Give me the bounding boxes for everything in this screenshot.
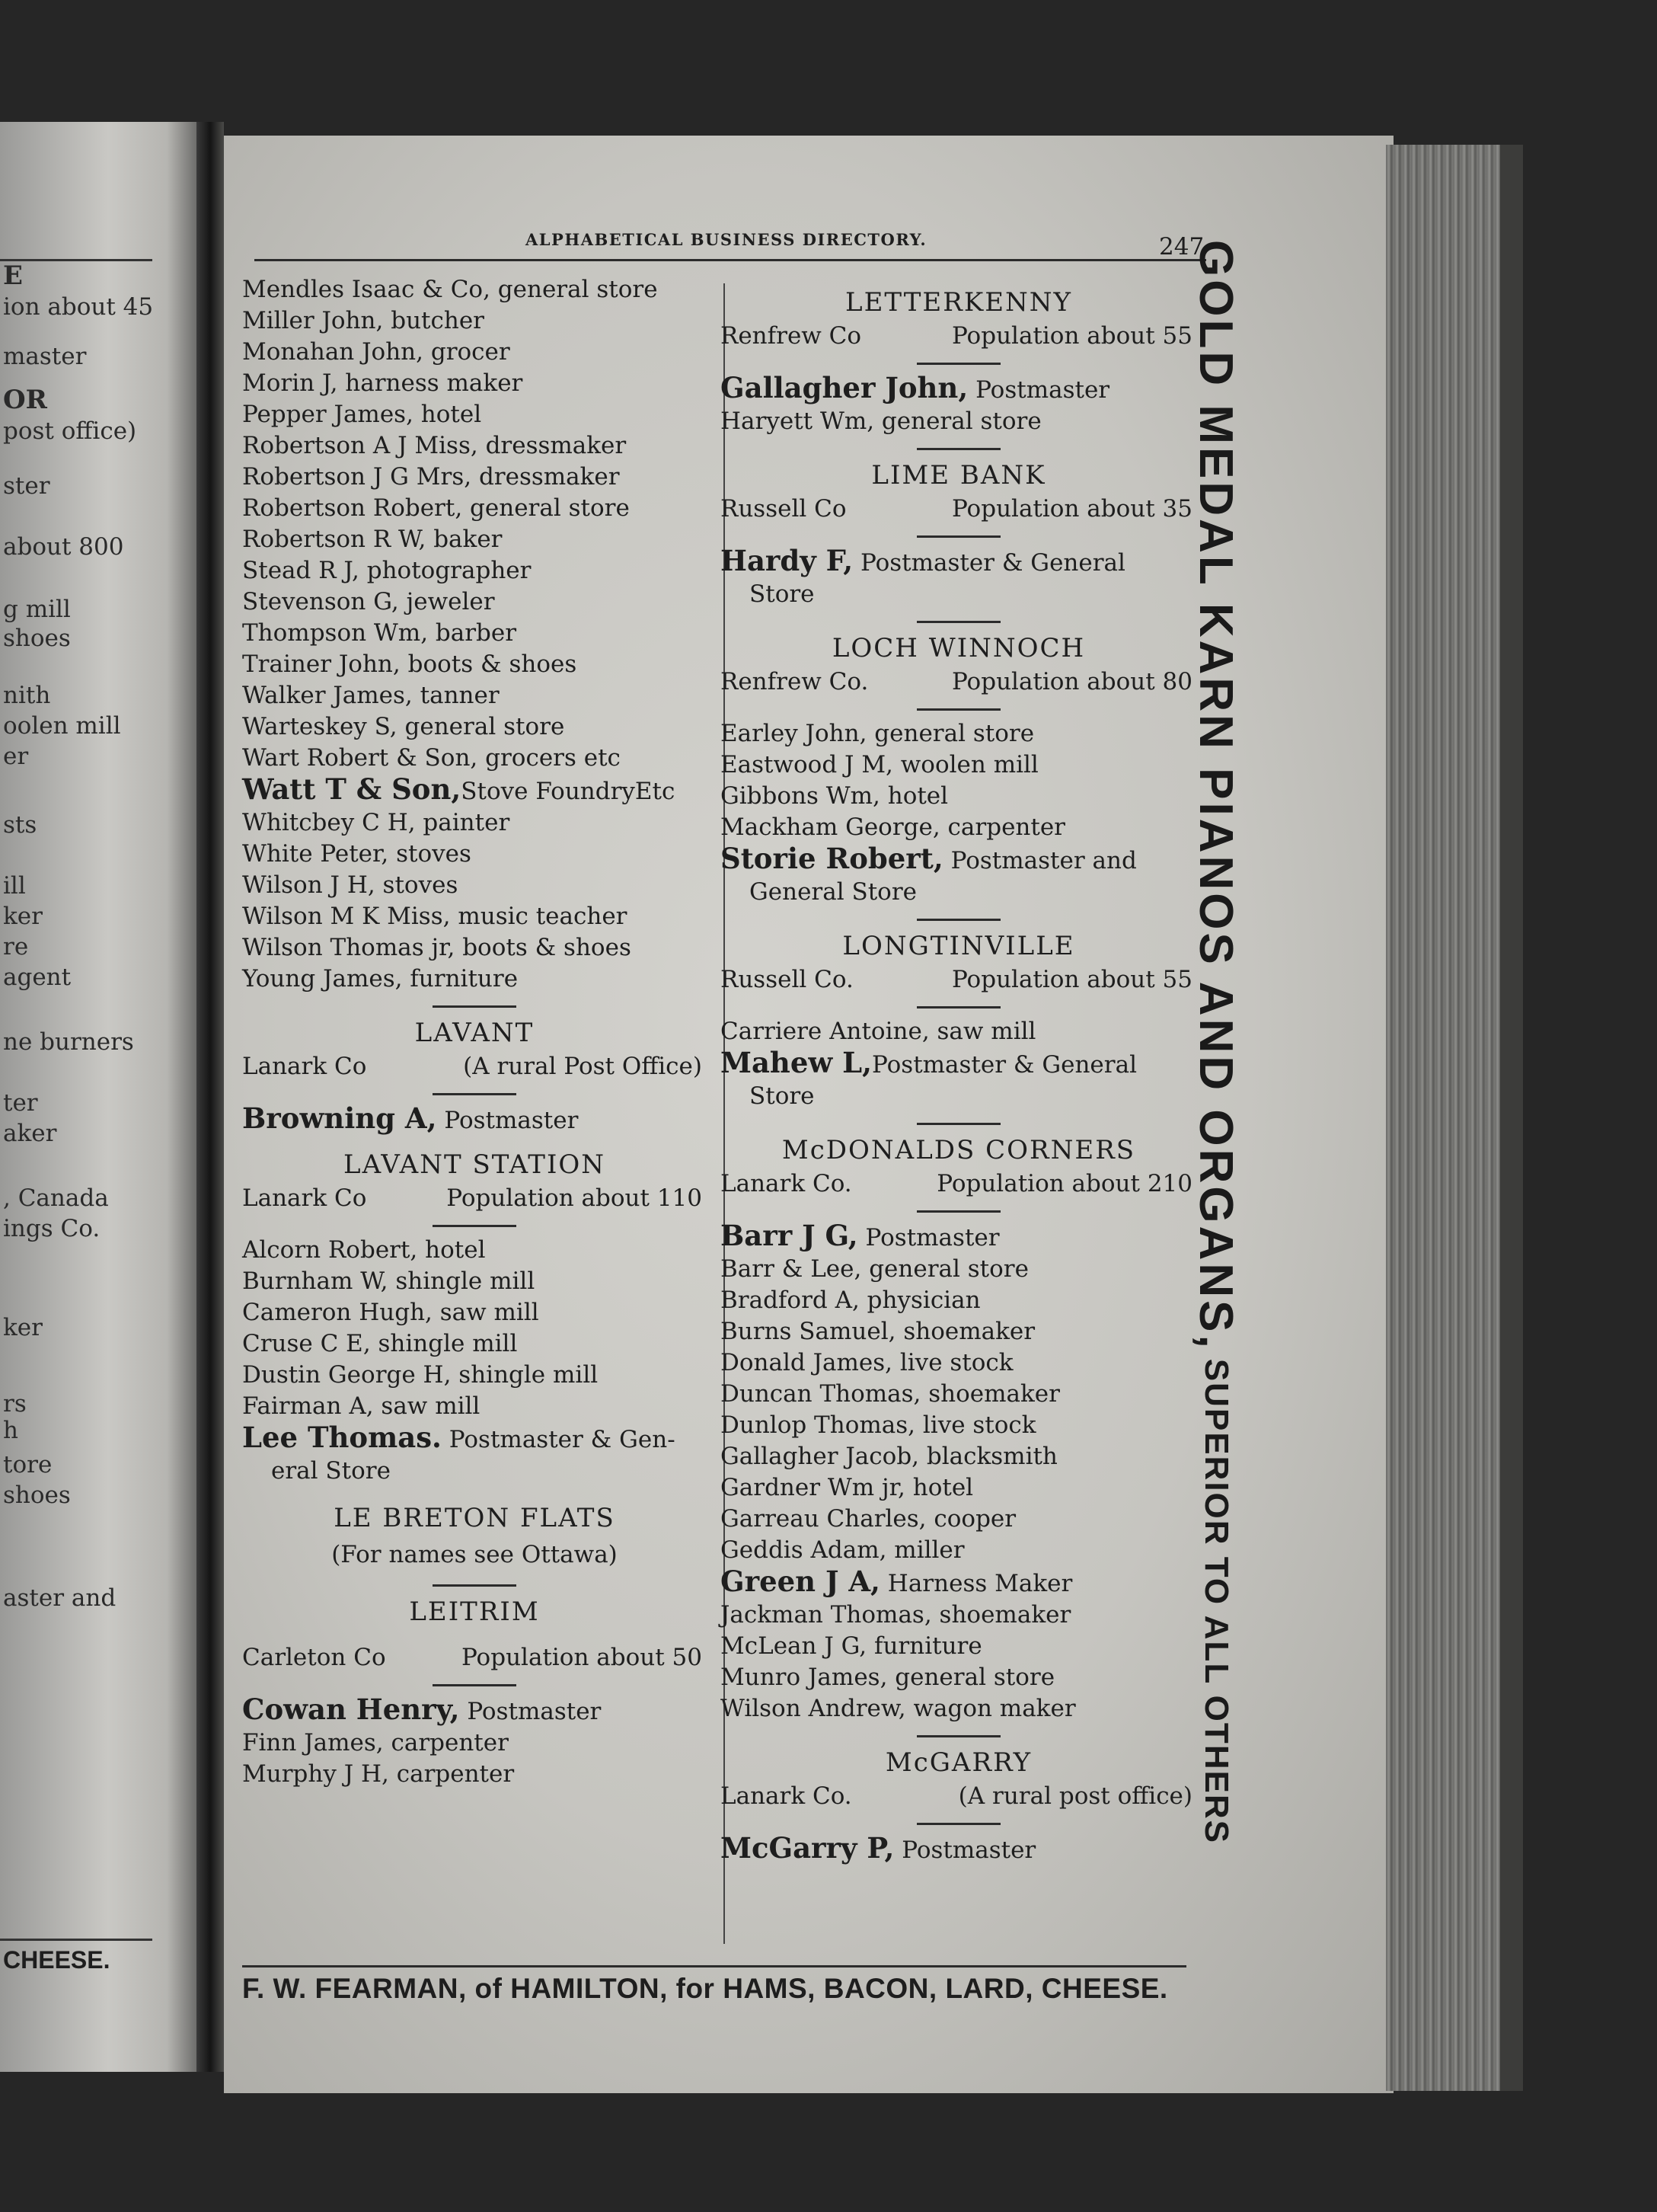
directory-entry: Donald James, live stock [720, 1349, 1014, 1376]
town-info [242, 1182, 707, 1214]
directory-entry: Finn James, carpenter [242, 1729, 509, 1756]
postmaster-role: Postmaster [436, 1107, 579, 1134]
left-page-fragment: shoes [3, 625, 71, 652]
entry-business: Harness Maker [880, 1570, 1073, 1597]
postmaster-name: Lee Thomas. [242, 1421, 442, 1454]
entry-business: Stove FoundryEtc [461, 778, 675, 805]
town-note: (For names see Ottawa) [331, 1541, 618, 1568]
directory-entry: Jackman Thomas, shoemaker [720, 1601, 1071, 1629]
section-separator [917, 1823, 1001, 1825]
directory-entry: Robertson R W, baker [242, 526, 503, 553]
section-separator [917, 1735, 1001, 1737]
town-info [720, 666, 1197, 698]
town-info [720, 964, 1197, 996]
directory-entry: Pepper James, hotel [242, 401, 482, 428]
directory-entry: Mendles Isaac & Co, general store [242, 276, 658, 303]
section-separator [917, 1123, 1001, 1125]
left-page-fragment: rs [3, 1390, 27, 1418]
town-heading: LEITRIM [409, 1597, 540, 1627]
directory-entry: Warteskey S, general store [242, 713, 565, 740]
left-page-fragment: E [3, 261, 23, 291]
postmaster-name: Browning A, [242, 1101, 437, 1135]
population: Population about 55 [951, 966, 1192, 993]
book-gutter [196, 122, 224, 2072]
left-page-fragment: ker [3, 903, 43, 930]
left-page-fragment: oolen mill [3, 712, 121, 740]
directory-entry: Dustin George H, shingle mill [242, 1361, 599, 1389]
postmaster-entry [720, 372, 1197, 406]
directory-entry: Dunlop Thomas, live stock [720, 1411, 1036, 1439]
left-page-fragment: , Canada [3, 1184, 109, 1212]
county: Russell Co. [720, 966, 854, 993]
section-separator [433, 1093, 516, 1095]
directory-entry: Trainer John, boots & shoes [242, 650, 577, 678]
left-page-header-rule [0, 259, 152, 261]
population: Population about 55 [951, 322, 1192, 350]
postmaster-entry [720, 1220, 1197, 1254]
postmaster-entry-continued: eral Store [271, 1457, 391, 1485]
postmaster-entry-continued: Store [749, 1082, 815, 1110]
directory-entry: Haryett Wm, general store [720, 408, 1042, 435]
directory-entry: Gallagher Jacob, blacksmith [720, 1443, 1058, 1470]
town-info [720, 320, 1197, 352]
left-page-fragment: ster [3, 472, 50, 500]
population: Population about 50 [461, 1644, 702, 1671]
section-separator [433, 1684, 516, 1686]
left-facing-page [0, 122, 196, 2072]
county: Renfrew Co. [720, 668, 869, 695]
left-page-fragment: ings Co. [3, 1215, 101, 1242]
left-page-fragment: h [3, 1417, 18, 1444]
section-separator [917, 1006, 1001, 1009]
town-info [720, 493, 1197, 525]
directory-entry: Geddis Adam, miller [720, 1536, 965, 1564]
directory-entry: Stevenson G, jeweler [242, 588, 495, 615]
town-info [720, 1780, 1197, 1812]
directory-entry-featured [720, 1566, 1197, 1600]
town-heading: LE BRETON FLATS [334, 1503, 615, 1533]
postmaster-entry [720, 1833, 1197, 1866]
directory-entry: Wart Robert & Son, grocers etc [242, 744, 621, 772]
directory-entry: Wilson Andrew, wagon maker [720, 1695, 1076, 1722]
running-head: ALPHABETICAL BUSINESS DIRECTORY. [525, 230, 927, 249]
directory-entry: Cruse C E, shingle mill [242, 1330, 518, 1357]
directory-entry: McLean J G, furniture [720, 1632, 982, 1660]
left-page-fragment: post office) [3, 417, 137, 445]
postmaster-name: Gallagher John, [720, 371, 969, 404]
directory-entry: Burns Samuel, shoemaker [720, 1318, 1036, 1345]
left-page-fragment: tore [3, 1451, 53, 1478]
population: Population about 210 [937, 1170, 1192, 1197]
directory-entry: Garreau Charles, cooper [720, 1505, 1017, 1533]
postmaster-name: McGarry P, [720, 1831, 895, 1865]
left-page-fragment: shoes [3, 1482, 71, 1509]
section-separator [917, 363, 1001, 365]
postmaster-entry [242, 1694, 707, 1728]
side-advertisement [1188, 240, 1244, 2007]
town-info [242, 1641, 707, 1673]
postmaster-entry [720, 1047, 1197, 1081]
postmaster-role: Postmaster [894, 1836, 1036, 1864]
postmaster-name: Cowan Henry, [242, 1693, 460, 1726]
left-page-fragment: aster and [3, 1584, 117, 1612]
postmaster-role: Postmaster and [943, 847, 1137, 874]
left-page-fragment: sts [3, 811, 37, 839]
left-page-fragment: re [3, 933, 29, 961]
county: Renfrew Co [720, 322, 862, 350]
postmaster-entry [242, 1103, 707, 1136]
post-office-info: (A rural post office) [958, 1782, 1192, 1810]
left-page-fragment: ker [3, 1314, 43, 1341]
directory-entry: Wilson J H, stoves [242, 871, 458, 899]
directory-entry: Munro James, general store [720, 1664, 1055, 1691]
postmaster-name: Barr J G, [720, 1219, 858, 1252]
left-page-footer-rule [0, 1939, 152, 1941]
footer-rule [242, 1965, 1186, 1967]
directory-entry: Duncan Thomas, shoemaker [720, 1380, 1060, 1408]
section-separator [917, 535, 1001, 538]
directory-entry: Wilson M K Miss, music teacher [242, 903, 627, 930]
right-column [720, 282, 1197, 1866]
left-column [242, 274, 707, 1790]
section-separator [917, 919, 1001, 921]
side-ad-tagline: SUPERIOR TO ALL OTHERS [1198, 1358, 1235, 1844]
postmaster-entry [720, 843, 1197, 877]
section-separator [917, 1210, 1001, 1213]
side-ad-headline: GOLD MEDAL KARN PIANOS AND ORGANS, [1189, 240, 1243, 1351]
post-office-info: (A rural Post Office) [463, 1053, 702, 1080]
left-page-fragment: ne burners [3, 1028, 134, 1056]
directory-entry: Gibbons Wm, hotel [720, 782, 949, 810]
directory-entry: Stead R J, photographer [242, 557, 532, 584]
directory-entry: Monahan John, grocer [242, 338, 510, 366]
county: Lanark Co. [720, 1170, 852, 1197]
town-heading: LAVANT STATION [343, 1149, 605, 1180]
postmaster-name: Hardy F, [720, 544, 854, 577]
postmaster-role: Postmaster & General [853, 549, 1125, 577]
directory-entry-featured [242, 774, 707, 807]
town-info [720, 1168, 1197, 1200]
section-separator [917, 621, 1001, 623]
town-heading: McGARRY [885, 1747, 1033, 1778]
left-page-fragment: master [3, 343, 87, 370]
postmaster-role: Postmaster [459, 1698, 602, 1725]
directory-entry: Barr & Lee, general store [720, 1255, 1029, 1283]
directory-entry: Robertson Robert, general store [242, 494, 630, 522]
entry-name: Green J A, [720, 1565, 880, 1598]
entry-name: Watt T & Son, [242, 772, 461, 806]
town-heading: LOCH WINNOCH [832, 633, 1086, 663]
postmaster-entry [720, 545, 1197, 579]
directory-entry: Burnham W, shingle mill [242, 1267, 535, 1295]
left-page-fragment: about 800 [3, 533, 124, 561]
directory-entry: Gardner Wm jr, hotel [720, 1474, 974, 1501]
county: Lanark Co. [720, 1782, 852, 1810]
directory-entry: Eastwood J M, woolen mill [720, 751, 1039, 778]
county: Lanark Co [242, 1184, 367, 1212]
header-rule [254, 259, 1206, 261]
postmaster-entry-continued: Store [749, 580, 815, 608]
page-edges [1386, 145, 1523, 2091]
county: Carleton Co [242, 1644, 386, 1671]
directory-entry: Miller John, butcher [242, 307, 484, 334]
footer-advertisement: F. W. FEARMAN, of HAMILTON, for HAMS, BACON, LARD, CHEESE. [242, 1973, 1168, 2004]
population: Population about 35 [951, 495, 1192, 523]
town-heading: McDONALDS CORNERS [781, 1135, 1136, 1165]
section-separator [433, 1225, 516, 1227]
postmaster-entry [242, 1422, 707, 1456]
left-page-fragment: ill [3, 872, 26, 900]
directory-entry: Fairman A, saw mill [242, 1392, 480, 1420]
population: Population about 80 [951, 668, 1192, 695]
left-page-footer-fragment: CHEESE. [3, 1946, 110, 1974]
directory-entry: Thompson Wm, barber [242, 619, 517, 647]
directory-entry: Wilson Thomas jr, boots & shoes [242, 934, 631, 961]
postmaster-role: Postmaster & Gen- [441, 1426, 675, 1453]
directory-entry: Bradford A, physician [720, 1287, 981, 1314]
left-page-fragment: OR [3, 385, 47, 415]
postmaster-entry-continued: General Store [749, 878, 918, 906]
postmaster-role: Postmaster [968, 376, 1110, 404]
postmaster-role: Postmaster [857, 1224, 1000, 1251]
section-separator [917, 448, 1001, 450]
town-heading: LIME BANK [871, 460, 1046, 491]
town-heading: LETTERKENNY [845, 287, 1072, 318]
page-number: 247 [1159, 233, 1205, 261]
left-page-fragment: ion about 45 [3, 293, 154, 321]
directory-entry: Walker James, tanner [242, 682, 500, 709]
directory-entry: Whitcbey C H, painter [242, 809, 510, 836]
left-page-fragment: ter [3, 1089, 38, 1117]
directory-entry: White Peter, stoves [242, 840, 471, 868]
section-separator [917, 708, 1001, 711]
directory-entry: Alcorn Robert, hotel [242, 1236, 486, 1264]
town-heading: LAVANT [414, 1018, 535, 1048]
county: Lanark Co [242, 1053, 367, 1080]
directory-entry: Murphy J H, carpenter [242, 1760, 515, 1788]
population: Population about 110 [446, 1184, 702, 1212]
section-separator [433, 1584, 516, 1587]
directory-entry: Carriere Antoine, saw mill [720, 1018, 1036, 1045]
directory-entry: Cameron Hugh, saw mill [242, 1299, 539, 1326]
directory-entry: Mackham George, carpenter [720, 814, 1065, 841]
left-page-fragment: agent [3, 964, 72, 991]
left-page-fragment: er [3, 743, 29, 770]
left-page-fragment: nith [3, 682, 51, 709]
postmaster-name: Storie Robert, [720, 842, 943, 875]
postmaster-name: Mahew L, [720, 1046, 873, 1079]
left-page-fragment: aker [3, 1120, 57, 1147]
left-page-fragment: g mill [3, 596, 71, 623]
directory-entry: Earley John, general store [720, 720, 1035, 747]
postmaster-role: Postmaster & General [872, 1051, 1137, 1079]
directory-entry: Young James, furniture [242, 965, 519, 993]
county: Russell Co [720, 495, 847, 523]
section-separator [433, 1005, 516, 1008]
directory-entry: Morin J, harness maker [242, 369, 523, 397]
town-info [242, 1050, 707, 1082]
town-heading: LONGTINVILLE [842, 931, 1075, 961]
directory-entry: Robertson A J Miss, dressmaker [242, 432, 627, 459]
directory-entry: Robertson J G Mrs, dressmaker [242, 463, 620, 491]
